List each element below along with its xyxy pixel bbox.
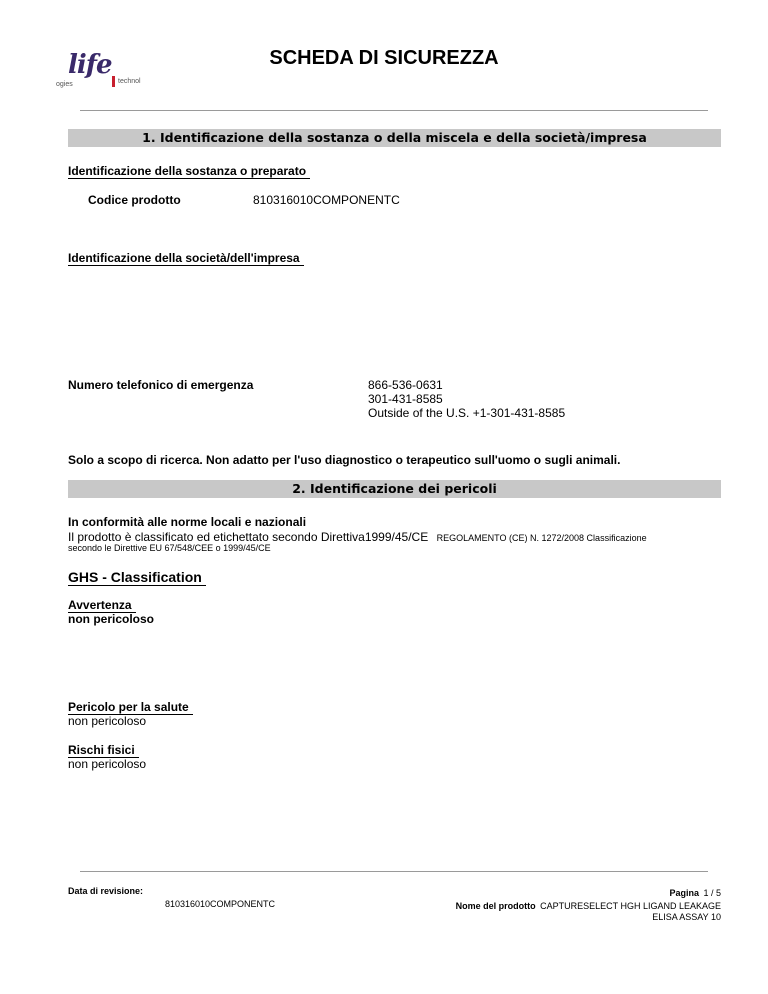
product-code-value: 810316010COMPONENTC — [253, 193, 400, 207]
revision-label: Data di revisione: — [68, 886, 144, 896]
header-divider — [80, 110, 708, 111]
conformity-text: Il prodotto è classificato ed etichettato secondo Direttiva1999/45/CE — [68, 530, 429, 544]
warning-label: Avvertenza — [68, 598, 136, 613]
emergency-number-3: Outside of the U.S. +1-301-431-8585 — [368, 406, 566, 420]
emergency-label: Numero telefonico di emergenza — [68, 378, 254, 392]
health-hazard-value: non pericoloso — [68, 714, 147, 728]
logo-wordmark: life — [68, 50, 112, 80]
footer-divider — [80, 871, 708, 872]
directive-text: secondo le Direttive EU 67/548/CEE o 1999/45/CE — [68, 543, 271, 553]
document-title: SCHEDA DI SICUREZZA — [269, 47, 499, 69]
health-hazard-label: Pericolo per la salute — [68, 700, 193, 715]
physical-hazard-label: Rischi fisici — [68, 743, 139, 758]
emergency-numbers — [368, 378, 565, 420]
section-1-heading: 1. Identificazione della sostanza o della miscela e della società/impresa — [68, 129, 721, 147]
logo-tagline-left: ogies — [56, 81, 73, 88]
page-value: 1 / 5 — [703, 888, 721, 898]
product-code-label: Codice prodotto — [88, 193, 181, 207]
conformity-label: In conformità alle norme locali e nazionali — [68, 515, 307, 529]
footer-product-code: 810316010COMPONENTC — [165, 899, 276, 909]
product-name-line-1: CAPTURESELECT HGH LIGAND LEAKAGE — [540, 901, 721, 911]
company-label: Identificazione della società/dell'impresa — [68, 251, 304, 266]
logo-red-bar — [112, 76, 115, 87]
warning-value: non pericoloso — [68, 612, 155, 626]
footer-right-block — [456, 886, 721, 923]
emergency-number-2: 301-431-8585 — [368, 392, 443, 406]
section-2-heading: 2. Identificazione dei pericoli — [68, 480, 721, 498]
logo-tagline-right: technol — [118, 78, 141, 85]
regulation-text: REGOLAMENTO (CE) N. 1272/2008 Classificazione — [436, 533, 647, 543]
substance-label: Identificazione della sostanza o preparato — [68, 164, 310, 179]
product-name-label: Nome del prodotto — [455, 901, 536, 911]
emergency-number-1: 866-536-0631 — [368, 378, 443, 392]
ghs-classification-label: GHS - Classification — [68, 569, 206, 586]
page-label: Pagina — [669, 888, 700, 898]
research-note: Solo a scopo di ricerca. Non adatto per l'uso diagnostico o terapeutico sull'uomo o sugli animali. — [68, 453, 621, 467]
product-name-line-2: ELISA ASSAY 10 — [652, 912, 721, 922]
physical-hazard-value: non pericoloso — [68, 757, 147, 771]
